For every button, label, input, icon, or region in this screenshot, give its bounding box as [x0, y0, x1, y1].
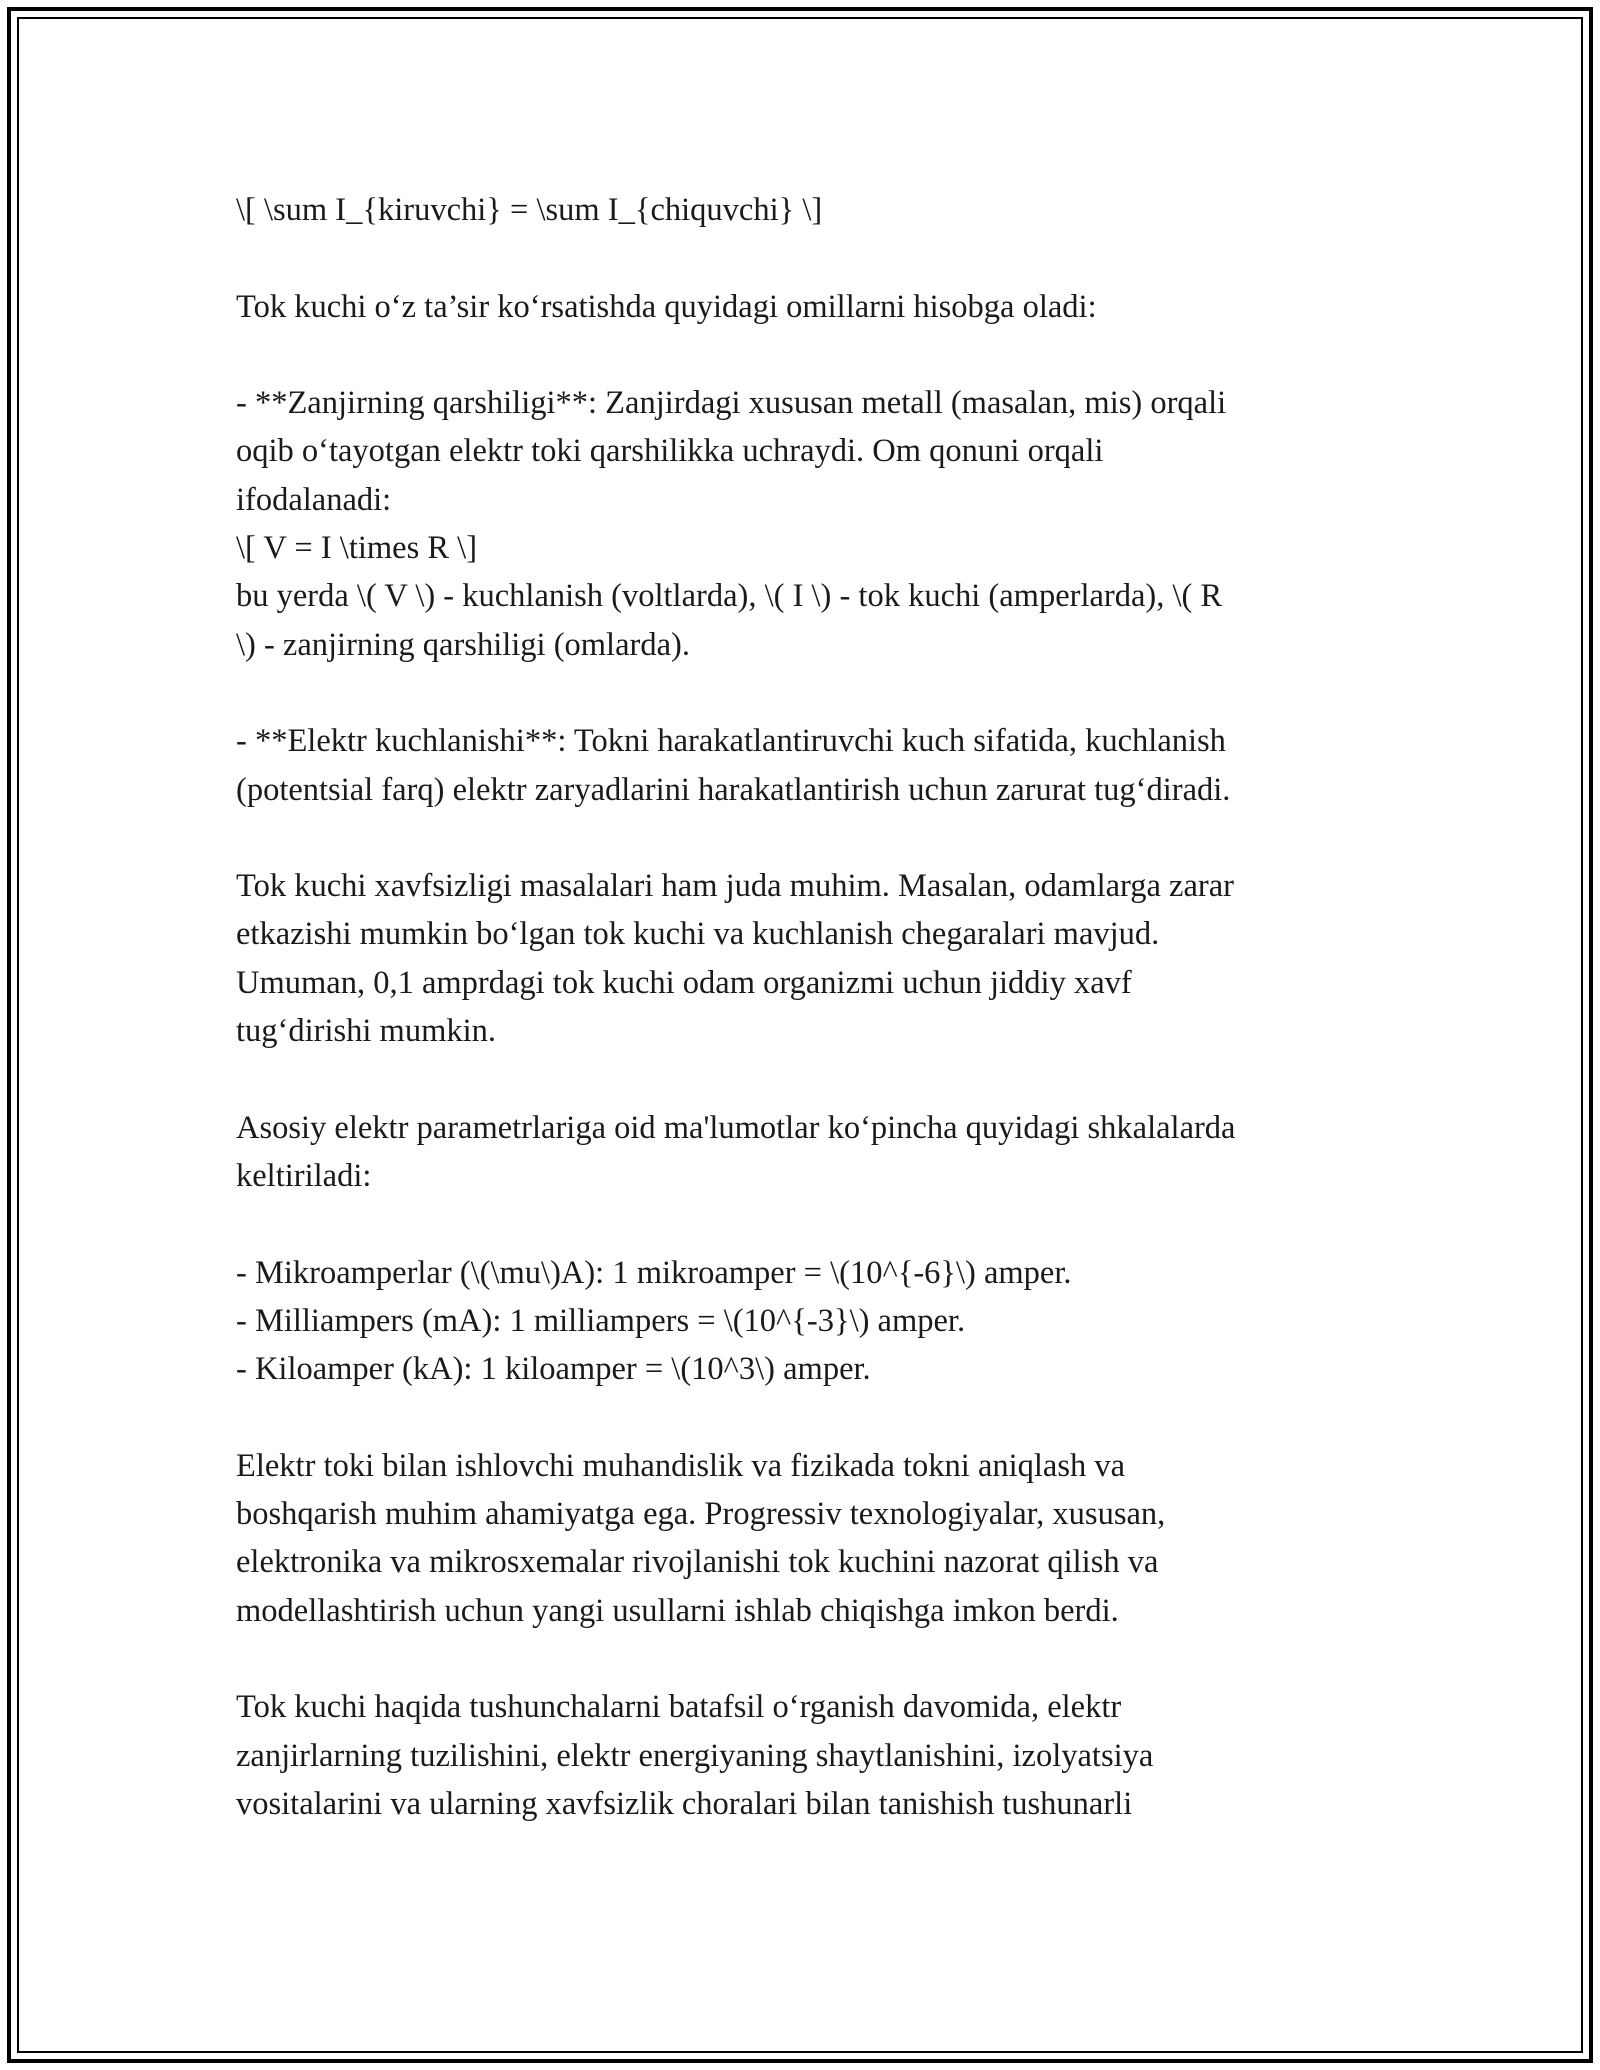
document-body	[236, 186, 1376, 1828]
text-line: Umuman, 0,1 amprdagi tok kuchi odam organizmi uchun jiddiy xavf	[236, 964, 1132, 1001]
text-line: - **Elektr kuchlanishi**: Tokni harakatlantiruvchi kuch sifatida, kuchlanish	[236, 723, 1226, 760]
units-list	[236, 1249, 1376, 1394]
paragraph-gap	[236, 234, 1376, 282]
resistance-paragraph	[236, 379, 1376, 669]
intro-paragraph: Tok kuchi o‘z ta’sir ko‘rsatishda quyidagi omillarni hisobga oladi:	[236, 288, 1097, 325]
text-line: (potentsial farq) elektr zaryadlarini harakatlantirish uchun zarurat tug‘diradi.	[236, 771, 1231, 808]
formula-kirchhoff: \[ \sum I_{kiruvchi} = \sum I_{chiquvchi} \]	[236, 192, 823, 228]
conclusion-paragraph	[236, 1683, 1376, 1828]
paragraph-gap	[236, 1635, 1376, 1683]
list-item: - Kiloamper (kA): 1 kiloamper = \(10^3\) amper.	[236, 1351, 871, 1388]
formula-ohm: \[ V = I \times R \]	[236, 530, 478, 567]
text-line: etkazishi mumkin bo‘lgan tok kuchi va kuchlanish chegaralari mavjud.	[236, 916, 1160, 953]
paragraph-gap	[236, 669, 1376, 717]
paragraph-gap	[236, 1055, 1376, 1103]
text-line: tug‘dirishi mumkin.	[236, 1013, 496, 1050]
text-line: keltiriladi:	[236, 1157, 372, 1194]
text-line: Tok kuchi xavfsizligi masalalari ham juda muhim. Masalan, odamlarga zarar	[236, 868, 1234, 905]
text-line: oqib o‘tayotgan elektr toki qarshilikka uchraydi. Om qonuni orqali	[236, 433, 1104, 470]
text-line: ifodalanadi:	[236, 481, 392, 518]
text-line: boshqarish muhim ahamiyatga ega. Progressiv texnologiyalar, xususan,	[236, 1496, 1166, 1533]
paragraph-gap	[236, 1200, 1376, 1248]
text-line: Elektr toki bilan ishlovchi muhandislik va fizikada tokni aniqlash va	[236, 1447, 1126, 1484]
safety-paragraph	[236, 862, 1376, 1055]
paragraph-gap	[236, 814, 1376, 862]
text-line: zanjirlarning tuzilishini, elektr energiyaning shaytlanishini, izolyatsiya	[236, 1737, 1154, 1774]
text-line: vositalarini va ularning xavfsizlik choralari bilan tanishish tushunarli	[236, 1785, 1133, 1822]
text-line: \) - zanjirning qarshiligi (omlarda).	[236, 626, 690, 663]
scales-intro-paragraph	[236, 1104, 1376, 1201]
text-line: Tok kuchi haqida tushunchalarni batafsil o‘rganish davomida, elektr	[236, 1689, 1122, 1726]
text-line: - **Zanjirning qarshiligi**: Zanjirdagi xususan metall (masalan, mis) orqali	[236, 385, 1227, 422]
text-line: elektronika va mikrosxemalar rivojlanishi tok kuchini nazorat qilish va	[236, 1544, 1159, 1581]
list-item: - Milliampers (mA): 1 milliampers = \(10^{-3}\) amper.	[236, 1302, 966, 1339]
text-line: bu yerda \( V \) - kuchlanish (voltlarda), \( I \) - tok kuchi (amperlarda), \( R	[236, 578, 1223, 615]
engineering-paragraph	[236, 1442, 1376, 1635]
paragraph-gap	[236, 1393, 1376, 1441]
paragraph-gap	[236, 331, 1376, 379]
voltage-paragraph	[236, 717, 1376, 814]
list-item: - Mikroamperlar (\(\mu\)A): 1 mikroamper = \(10^{-6}\) amper.	[236, 1254, 1072, 1291]
text-line: modellashtirish uchun yangi usullarni ishlab chiqishga imkon berdi.	[236, 1592, 1119, 1629]
text-line: Asosiy elektr parametrlariga oid ma'lumotlar ko‘pincha quyidagi shkalalarda	[236, 1109, 1236, 1146]
